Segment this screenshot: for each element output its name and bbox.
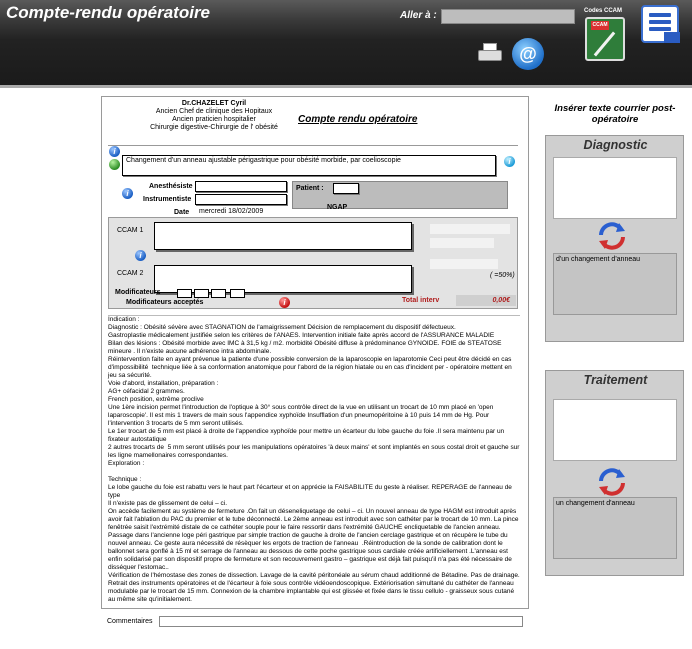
ngap-label: NGAP xyxy=(327,204,348,211)
printer-icon[interactable] xyxy=(478,43,502,65)
treatment-panel xyxy=(545,370,684,576)
pen-icon xyxy=(594,32,616,57)
codes-ccam-icon[interactable] xyxy=(585,17,625,61)
add-icon[interactable] xyxy=(109,159,120,170)
ccam2-value-slot xyxy=(430,259,498,269)
warning-icon[interactable]: i xyxy=(279,297,290,308)
report-body[interactable]: Indication : Diagnostic : Obésité sévère avec STAGNATION de l'amaigrissement Décision de remplacement du dispositif défectueux. Gastroplastie médicalement justifiée selon les critères de l'ANAES. Intervention initiale faite après accord de l'ASSURANCE MALADIE Bilan des lésions : Obésité morbide avec IMC à 31,5 kg / m2. morbidité Obésité diffuse à prédominance GYNOIDE. FOIE de STEATOSE mineure . Il n'existe aucune adhérence intra abdominale. Réintervention faite en ayant prévenue la patiente d'une possible conversion de la laparoscopie en laparotomie Ceci peut être décidé en cas d'impossibilité technique liée à sa conformation anatomique pour l'abord de la région hiatale ou en cas d'incident per - opératoire mettent en jeu sa sécurité. Voie d'abord, installation, préparation : AG+ céfacidal 2 grammes. French position, extrême proclive Une 1ère incision permet l'introduction de l'optique à 30° sous contrôle direct de la vue en utilisant un trocart de 10 mm placé en 'open laparoscopie'. Il est mis 1 travers de main sous l'appendice xyphoïde Insufflation d'un pneumopéritoine à 10 puis 14 mm de Hg. Pour l'intervention 3 trocarts de 5 mm seront utilisés. Le 1er trocart de 5 mm est placé à droite de l'appendice xyphoïde pour mettre un écarteur du lobe gauche du foie .Il sera maintenu par un fixateur autostatique 2 autres trocarts de 5 mm seront utilisés pour les manipulations opératoires 'à deux mains' et sont implantés en sous costal droit et gauche sur les ligne mamellonaires correspondantes. Exploration : Technique : Le lobe gauche du foie est rabattu vers le haut part l'écarteur et on apprécie la FAISABILITE du geste à réaliser. REPERAGE de l'anneau de type Il n'existe pas de glissement de celui – ci. On accède facilement au système de fermeture .On fait un déseneliquetage de celui – ci. Un nouvel anneau de type HAGM est introduit après avoir fait l'ablation du PAC du premier et le tube déconnecté. Le 2ème anneau est introduit avec son cathéter par le trocart de 10 mm. La pince fenêtrée saisit l'extrémité distale de ce cathéter souple pour le faire ressortir dans l'extrémité GAUCHE encliquetable de l'ancien anneau. Passage dans l'ancienne loge péri gastrique par simple traction de gauche à droite de l'ancien cerclage gastrique et on récupère le tube du nouvel anneau. Ce geste aura nécessité de résèquer les ergots de traction de l'anneau .Réintroduction de la sonde de calibration dont le ballonnet sera gonflé à 15 ml et serrage de l'anneau au dessous de cette poche gastrique sous cardiale créée artificiellement .L'anneau est enfin solidarisé par son dispositif propre de fermeture et son recouvrement gastro – gastrique est déjà fait puisqu'il n'a pas été nécessaire de disséquer l'estomac.. Vérification de l'hémostase des zones de dissection. Lavage de la cavité péritonéale au sérum chaud additionné de Bétadine. Pas de drainage. Retrait des instruments opératoires et de l'écarteur à foie sous contrôle vidéoendoscopique. Extériorisation simultané du cathéter de l'anneau modulable par le trocart de 15 mm. Connexion de la chambre implantable qui est glissée et fixée dans le tissu cellulo - graisseux sous cutané au même site qu'initialement. xyxy=(108,315,520,607)
modifier-box-4[interactable] xyxy=(230,289,245,298)
date-label: Date xyxy=(174,209,190,216)
ccam1-field[interactable] xyxy=(154,222,412,250)
total-value: 0,00€ xyxy=(456,295,516,306)
diagnostic-input[interactable] xyxy=(553,157,677,219)
app-title: Compte-rendu opératoire xyxy=(6,3,211,22)
total-label: Total interv xyxy=(402,297,440,304)
goto-input[interactable] xyxy=(441,9,575,24)
operation-field[interactable]: Changement d'un anneau ajustable périgastrique pour obésité morbide, par coelioscopie xyxy=(122,155,496,176)
doctor-line-2: Ancien praticien hospitalier xyxy=(172,116,256,123)
comments-input[interactable] xyxy=(159,616,523,627)
treatment-input[interactable] xyxy=(553,399,677,461)
report-title: Compte rendu opératoire xyxy=(298,114,418,125)
list-icon[interactable] xyxy=(641,5,679,43)
anesthetist-input[interactable] xyxy=(195,181,287,192)
ccam-zone xyxy=(108,217,518,309)
swap-icon[interactable] xyxy=(597,467,627,497)
report-document xyxy=(101,96,529,609)
diagnostic-title: Diagnostic xyxy=(583,138,648,152)
swap-icon[interactable] xyxy=(597,221,627,251)
toolbar xyxy=(0,0,692,88)
email-icon[interactable]: @ xyxy=(512,38,544,70)
instrumentist-input[interactable] xyxy=(195,194,287,205)
ccam-tag: CCAM xyxy=(592,22,608,28)
doctor-line-1: Ancien Chef de clinique des Hopitaux xyxy=(155,108,273,115)
treatment-text[interactable]: un changement d'anneau xyxy=(553,497,677,559)
info-icon[interactable]: i xyxy=(504,156,515,167)
doctor-line-3: Chirurgie digestive-Chirurgie de l' obésité xyxy=(150,124,278,131)
diagnostic-text[interactable]: d'un changement d'anneau xyxy=(553,253,677,315)
info-icon[interactable]: i xyxy=(109,146,120,157)
codes-ccam-label: Codes CCAM xyxy=(584,8,623,14)
instrumentist-label: Instrumentiste xyxy=(143,196,192,203)
date-value: mercredi 18/02/2009 xyxy=(199,208,264,215)
modifier-box-3[interactable] xyxy=(211,289,226,298)
modifier-box-2[interactable] xyxy=(194,289,209,298)
sidebar-title: Insérer texte courrier post-opératoire xyxy=(554,103,676,125)
ccam1-value-slot xyxy=(430,224,510,234)
percent-note: ( =50%) xyxy=(490,272,515,279)
diagnostic-panel xyxy=(545,135,684,342)
patient-box xyxy=(292,181,508,209)
letterhead xyxy=(102,97,530,147)
ccam2-label: CCAM 2 xyxy=(117,270,144,277)
modifiers-accepted-label: Modificateurs acceptés xyxy=(126,299,204,306)
info-icon[interactable]: i xyxy=(135,250,146,261)
anesthetist-label: Anesthésiste xyxy=(149,183,193,190)
modifier-box-1[interactable] xyxy=(177,289,192,298)
patient-input[interactable] xyxy=(333,183,359,194)
ccam2-field[interactable] xyxy=(154,265,412,293)
goto-label: Aller à : xyxy=(400,10,437,21)
treatment-title: Traitement xyxy=(583,373,648,387)
doctor-info xyxy=(129,100,299,132)
divider xyxy=(108,145,518,146)
modifiers-label: Modificateurs xyxy=(115,289,161,296)
patient-label: Patient : xyxy=(296,185,324,192)
ccam1-label: CCAM 1 xyxy=(117,227,144,234)
ccam1-extra-slot xyxy=(430,238,494,248)
info-icon[interactable]: i xyxy=(122,188,133,199)
comments-label: Commentaires xyxy=(107,618,153,625)
doctor-name: Dr.CHAZELET Cyril xyxy=(181,100,247,107)
